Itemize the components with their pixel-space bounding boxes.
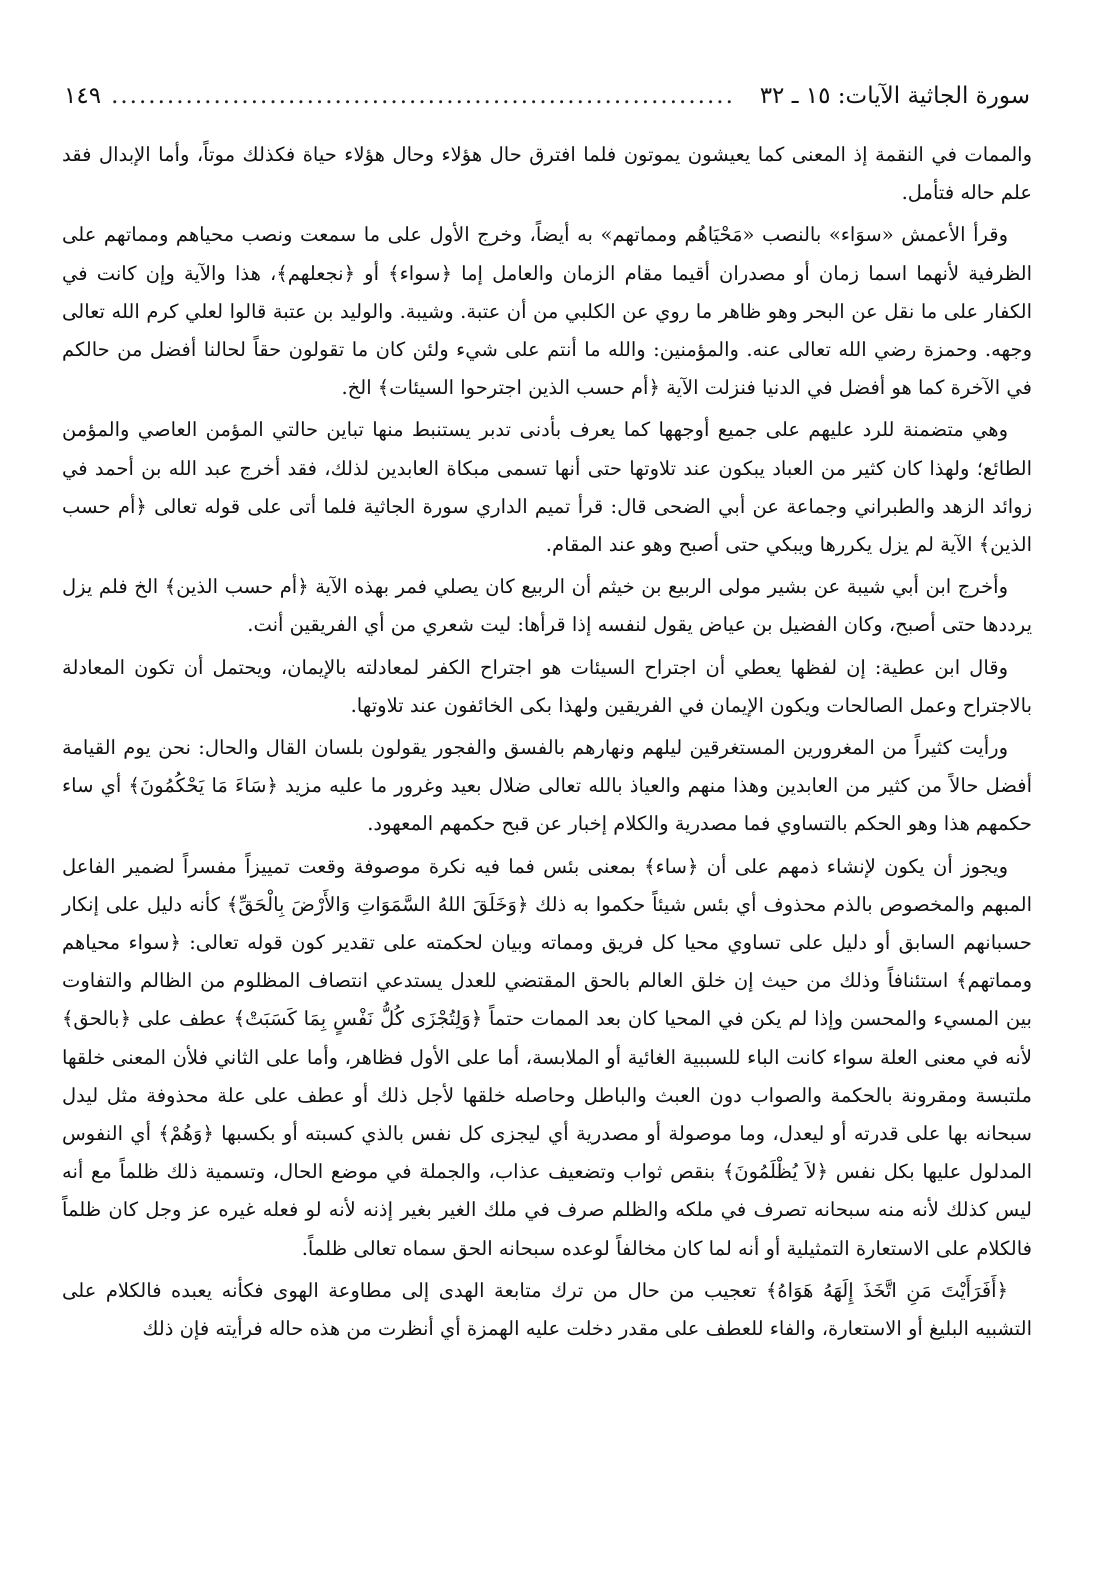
- body-text: [62, 136, 1032, 1352]
- paragraph: وقرأ الأعمش «سوَاء» بالنصب «مَحْيَاهُم ومماتهم» به أيضاً، وخرج الأول على ما سمعت ونصب محياهم ومماتهم على الظرفية لأنهما اسما زمان أو مصدران أقيما مقام الزمان والعامل إما ﴿سواء﴾ أو ﴿نجعلهم﴾، هذا والآية وإن كانت في الكفار على ما نقل عن البحر وهو ظاهر ما روي عن الكلبي من أن عتبة. وشيبة. والوليد بن عتبة قالوا لعلي كرم الله تعالى وجهه. وحمزة رضي الله تعالى عنه. والمؤمنين: والله ما أنتم على شيء ولئن كان ما تقولون حقاً لحالنا أفضل من حالكم في الآخرة كما هو أفضل في الدنيا فنزلت الآية ﴿أم حسب الذين اجترحوا السيئات﴾ الخ.: [62, 223, 1032, 400]
- paragraph: ويجوز أن يكون لإنشاء ذمهم على أن ﴿ساء﴾ بمعنى بئس فما فيه نكرة موصوفة وقعت تمييزاً مفسراً لضمير الفاعل المبهم والمخصوص بالذم محذوف أي بئس شيئاً حكموا به ذلك ﴿وَخَلَقَ اللهُ السَّمَوَاتِ وَالأَرْضَ بِالْحَقِّ﴾ كأنه دليل على إنكار حسبانهم السابق أو دليل على تساوي محيا كل فريق ومماته وبيان لحكمته على تقدير كون قوله تعالى: ﴿سواء محياهم ومماتهم﴾ استئنافاً وذلك من حيث إن خلق العالم بالحق المقتضي للعدل يستدعي انتصاف المظلوم من الظالم والتفاوت بين المسيء والمحسن وإذا لم يكن في المحيا كان بعد الممات حتماً ﴿وَلِتُجْزَى كُلُّ نَفْسٍ بِمَا كَسَبَتْ﴾ عطف على ﴿بالحق﴾ لأنه في معنى العلة سواء كانت الباء للسببية الغائية أو الملابسة، أما على الأول فظاهر، وأما على الثاني فلأن المعنى خلقها ملتبسة ومقرونة بالحكمة والصواب دون العبث والباطل وحاصله خلقها لأجل ذلك أو عطف على علة محذوفة مثل ليدل سبحانه بها على قدرته أو ليعدل، وما موصولة أو مصدرية أي ليجزى كل نفس بالذي كسبته أو بكسبها ﴿وَهُمْ﴾ أي النفوس المدلول عليها بكل نفس ﴿لاَ يُظْلَمُونَ﴾ بنقص ثواب وتضعيف عذاب، والجملة في موضع الحال، وتسمية ذلك ظلماً مع أنه ليس كذلك لأنه منه سبحانه تصرف في ملكه والظلم صرف في ملك الغير بغير إذنه لأنه لو فعله غيره عز وجل كان ظلماً فالكلام على الاستعارة التمثيلية أو أنه لما كان مخالفاً لوعده سبحانه الحق سماه تعالى ظلماً.: [62, 854, 1032, 1260]
- running-header: [64, 76, 1030, 116]
- paragraph: والممات في النقمة إذ المعنى كما يعيشون يموتون فلما افترق حال هؤلاء وحال هؤلاء حياة فكذلك موتاً، وأما الإبدال فقد علم حاله فتأمل.: [62, 143, 1032, 205]
- leader-dots: ...................................................................: [111, 83, 735, 109]
- paragraph: ورأيت كثيراً من المغرورين المستغرقين ليلهم ونهارهم بالفسق والفجور يقولون بلسان القال والحال: نحن يوم القيامة أفضل حالاً من كثير من العابدين وهذا منهم والعياذ بالله تعالى ضلال بعيد وغرور ما عليه مزيد ﴿سَاءَ مَا يَحْكُمُونَ﴾ أي ساء حكمهم هذا وهو الحكم بالتساوي فما مصدرية والكلام إخبار عن قبح حكمهم المعهود.: [62, 736, 1032, 836]
- paragraph: وهي متضمنة للرد عليهم على جميع أوجهها كما يعرف بأدنى تدبر يستنبط منها تباين حالتي المؤمن العاصي والمؤمن الطائع؛ ولهذا كان كثير من العباد يبكون عند تلاوتها حتى أنها تسمى مبكاة العابدين لذلك، فقد أخرج عبد الله بن أحمد في زوائد الزهد والطبراني وجماعة عن أبي الضحى قال: قرأ تميم الداري سورة الجاثية فلما أتى على قوله تعالى ﴿أم حسب الذين﴾ الآية لم يزل يكررها ويبكي حتى أصبح وهو عند المقام.: [62, 418, 1032, 557]
- page-number: ١٤٩: [64, 83, 102, 109]
- paragraph: وأخرج ابن أبي شيبة عن بشير مولى الربيع بن خيثم أن الربيع كان يصلي فمر بهذه الآية ﴿أم حسب الذين﴾ الخ فلم يزل يرددها حتى أصبح، وكان الفضيل بن عياض يقول لنفسه إذا قرأها: ليت شعري من أي الفريقين أنت.: [62, 575, 1032, 637]
- surah-verse-title: سورة الجاثية الآيات: ١٥ ـ ٣٢: [759, 83, 1030, 109]
- paragraph: ﴿أَفَرَأَيْتَ مَنِ اتَّخَذَ إِلَهَهُ هَوَاهُ﴾ تعجيب من حال من ترك متابعة الهدى إلى مطاوعة الهوى فكأنه يعبده فالكلام على التشبيه البليغ أو الاستعارة، والفاء للعطف على مقدر دخلت عليه الهمزة أي أنظرت من هذه حاله فرأيته فإن ذلك: [62, 1278, 1032, 1341]
- paragraph: وقال ابن عطية: إن لفظها يعطي أن اجتراح السيئات هو اجتراح الكفر لمعادلته بالإيمان، ويحتمل أن تكون المعادلة بالاجتراح وعمل الصالحات ويكون الإيمان في الفريقين ولهذا بكى الخائفون عند تلاوتها.: [62, 655, 1032, 717]
